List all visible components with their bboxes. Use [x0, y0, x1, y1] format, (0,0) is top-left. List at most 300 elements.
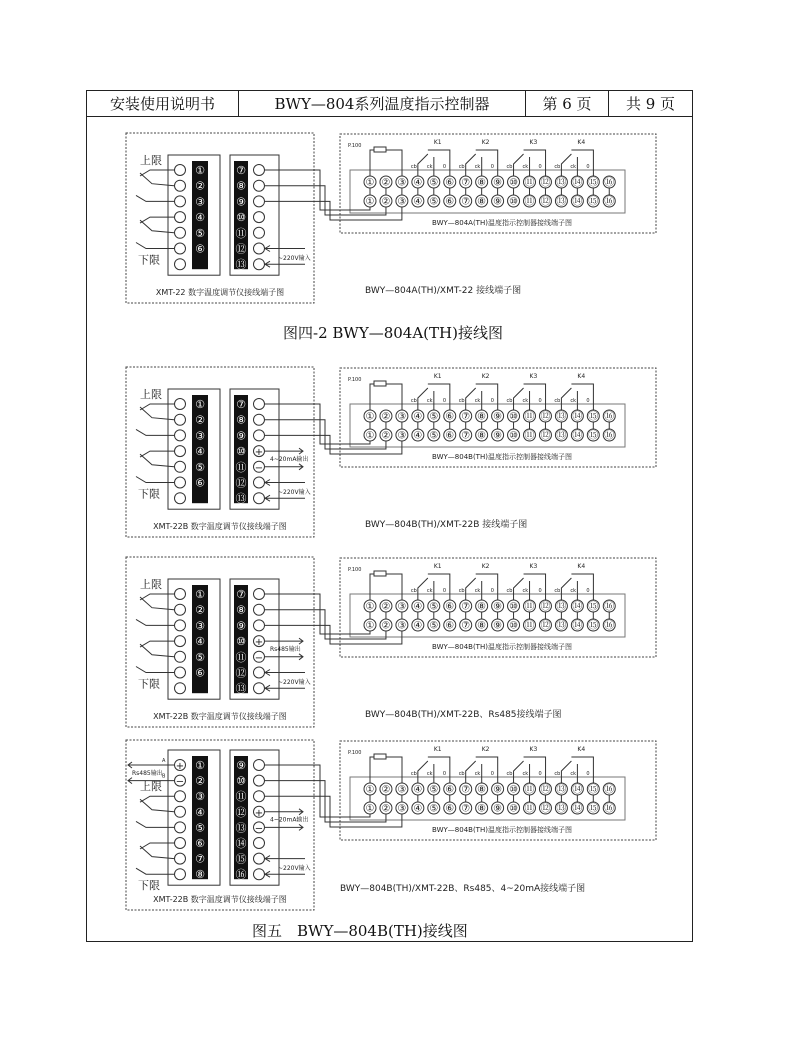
- xmt-caption: XMT-22B 数字温度调节仪接线端子图: [153, 895, 287, 904]
- left-terminal-number: ⑤: [195, 226, 205, 240]
- controller-terminal-number: ⑪: [524, 430, 535, 442]
- power-input-label: ~220V输入: [278, 679, 311, 687]
- upper-limit-label: 上限: [140, 154, 162, 167]
- right-terminal-number: ⑩: [236, 774, 246, 788]
- controller-terminal-number: ⑭: [572, 430, 583, 442]
- contact-label: ck: [522, 771, 529, 777]
- wiring-diagram-2: [120, 364, 665, 544]
- relay-label: K2: [481, 563, 490, 570]
- controller-terminal-number: ⑨: [493, 803, 503, 815]
- controller-terminal-number: ⑥: [445, 177, 455, 189]
- controller-terminal-number: ⑨: [493, 196, 503, 208]
- controller-terminal-number: ⑯: [604, 177, 615, 189]
- controller-terminal-number: ⑩: [509, 196, 519, 208]
- left-terminal-number: ⑥: [195, 242, 205, 256]
- controller-terminal-number: ⑧: [477, 177, 487, 189]
- controller-terminal-number: ⑫: [540, 196, 551, 208]
- lower-limit-label: 下限: [138, 879, 160, 893]
- controller-terminal-number: ⑬: [556, 784, 567, 796]
- right-terminal-number: ⑫: [235, 476, 247, 490]
- controller-terminal-number: ⑬: [556, 620, 567, 632]
- controller-terminal-number: ⑯: [604, 411, 615, 423]
- controller-terminal-number: ⑫: [540, 601, 551, 613]
- contact-label: cb: [506, 164, 513, 170]
- controller-terminal-number: ⑬: [556, 601, 567, 613]
- left-terminal-screw: [175, 667, 186, 678]
- controller-terminal-number: ⑮: [588, 196, 599, 208]
- relay-contact: [418, 757, 450, 783]
- controller-terminal-number: ⑧: [477, 620, 487, 632]
- controller-terminal-number: ⑦: [461, 411, 471, 423]
- pt100-sensor: [374, 381, 386, 386]
- upper-limit-label: 上限: [140, 388, 162, 401]
- left-terminal-screw: [175, 430, 186, 441]
- controller-terminal-number: ⑨: [493, 784, 503, 796]
- controller-terminal-number: ⑬: [556, 803, 567, 815]
- controller-terminal-number: ①: [365, 803, 375, 815]
- contact-label: cb: [554, 398, 561, 404]
- contact-label: cb: [506, 398, 513, 404]
- sensor-label: P.100: [348, 567, 362, 573]
- left-terminal-screw: [175, 461, 186, 472]
- relay-label: K2: [481, 746, 490, 753]
- controller-terminal-number: ②: [381, 430, 391, 442]
- controller-terminal-number: ③: [397, 620, 407, 632]
- sensor-label: P.100: [348, 750, 362, 756]
- controller-terminal-number: ③: [397, 196, 407, 208]
- contact-label: cb: [554, 771, 561, 777]
- contact-label: 0: [490, 398, 494, 404]
- right-terminal-number: ⑫: [235, 242, 247, 256]
- right-terminal-number: ⑫: [235, 666, 247, 680]
- lower-limit-label: 下限: [138, 677, 160, 691]
- relay-contact: [561, 574, 593, 600]
- controller-terminal-number: ⑦: [461, 196, 471, 208]
- right-terminal-number: ⑬: [235, 682, 247, 696]
- contact-label: ck: [426, 164, 433, 170]
- left-terminal-number: ②: [195, 179, 205, 193]
- contact-label: 0: [586, 398, 590, 404]
- controller-terminal-number: ⑥: [445, 620, 455, 632]
- contact-label: ck: [474, 164, 481, 170]
- left-terminal-screw: [175, 620, 186, 631]
- contact-label: 0: [490, 588, 494, 594]
- relay-label: K3: [529, 139, 538, 146]
- controller-terminal-number: ⑤: [429, 601, 439, 613]
- right-terminal-screw: [254, 399, 265, 410]
- wiring-diagram-1: [120, 130, 665, 310]
- relay-label: K4: [577, 563, 586, 570]
- controller-terminal-number: ⑪: [524, 411, 535, 423]
- sensor-wire: [370, 384, 402, 410]
- right-terminal-number: ⑬: [235, 258, 247, 272]
- right-terminal-screw: [254, 414, 265, 425]
- relay-contact: [514, 384, 546, 410]
- contact-label: ck: [426, 771, 433, 777]
- controller-terminal-number: ①: [365, 177, 375, 189]
- pair-caption: BWY—804B(TH)/XMT-22B、Rs485、4~20mA接线端子图: [340, 884, 586, 894]
- controller-caption: BWY—804B(TH)温度指示控制器接线端子图: [432, 826, 572, 834]
- controller-terminal-number: ③: [397, 803, 407, 815]
- controller-terminal-number: ⑯: [604, 601, 615, 613]
- terminal-sign: +: [254, 447, 264, 459]
- contact-label: cb: [458, 588, 465, 594]
- controller-terminal-number: ①: [365, 620, 375, 632]
- left-terminal-number: ⑥: [195, 666, 205, 680]
- contact-label: 0: [586, 588, 590, 594]
- right-terminal-number: ⑩: [236, 635, 246, 649]
- power-input-label: ~220V输入: [278, 255, 311, 263]
- contact-label: ck: [570, 398, 577, 404]
- contact-label: cb: [458, 398, 465, 404]
- controller-terminal-number: ①: [365, 601, 375, 613]
- header-page: 第 6 页: [526, 91, 609, 116]
- left-terminal-screw: [175, 212, 186, 223]
- contact-label: cb: [458, 771, 465, 777]
- controller-terminal-frame: [350, 404, 625, 447]
- controller-terminal-number: ⑭: [572, 803, 583, 815]
- controller-terminal-number: ②: [381, 196, 391, 208]
- relay-label: K1: [433, 746, 442, 753]
- relay-contact: [466, 150, 498, 176]
- left-terminal-screw: [175, 227, 186, 238]
- controller-terminal-frame: [350, 170, 625, 213]
- contact-label: ck: [570, 771, 577, 777]
- left-terminal-screw: [175, 477, 186, 488]
- controller-terminal-number: ⑭: [572, 411, 583, 423]
- controller-terminal-number: ⑯: [604, 620, 615, 632]
- controller-terminal-number: ⑬: [556, 196, 567, 208]
- right-terminal-number: ⑪: [235, 226, 247, 240]
- controller-terminal-number: ⑦: [461, 784, 471, 796]
- controller-terminal-number: ⑧: [477, 601, 487, 613]
- right-terminal-number: ⑪: [235, 790, 247, 804]
- contact-label: ck: [474, 588, 481, 594]
- controller-terminal-number: ⑥: [445, 601, 455, 613]
- right-terminal-screw: [254, 477, 265, 488]
- right-terminal-number: ⑦: [236, 164, 246, 177]
- controller-terminal-number: ⑨: [493, 430, 503, 442]
- right-terminal-screw: [254, 227, 265, 238]
- pt100-sensor: [374, 754, 386, 759]
- left-terminal-number: ②: [195, 413, 205, 427]
- contact-label: ck: [522, 164, 529, 170]
- controller-terminal-number: ⑦: [461, 803, 471, 815]
- right-terminal-number: ⑧: [236, 413, 246, 427]
- right-terminal-screw: [254, 589, 265, 600]
- controller-terminal-number: ⑫: [540, 177, 551, 189]
- controller-terminal-number: ③: [397, 601, 407, 613]
- controller-terminal-number: ⑤: [429, 196, 439, 208]
- sensor-wire: [370, 574, 402, 600]
- controller-terminal-number: ⑮: [588, 177, 599, 189]
- relay-contact: [561, 384, 593, 410]
- contact-label: 0: [490, 771, 494, 777]
- left-terminal-number: ①: [195, 759, 205, 772]
- controller-terminal-number: ⑤: [429, 177, 439, 189]
- output-label: Rs485输出: [270, 645, 301, 653]
- controller-terminal-number: ②: [381, 601, 391, 613]
- right-terminal-screw: [254, 838, 265, 849]
- controller-terminal-number: ⑪: [524, 803, 535, 815]
- controller-terminal-number: ⑩: [509, 411, 519, 423]
- controller-terminal-number: ⑮: [588, 784, 599, 796]
- right-terminal-screw: [254, 212, 265, 223]
- right-terminal-screw: [254, 243, 265, 254]
- controller-terminal-number: ⑪: [524, 196, 535, 208]
- controller-terminal-number: ④: [413, 430, 423, 442]
- controller-terminal-number: ⑭: [572, 177, 583, 189]
- contact-label: 0: [442, 164, 447, 170]
- controller-terminal-number: ②: [381, 803, 391, 815]
- controller-terminal-number: ③: [397, 177, 407, 189]
- controller-terminal-number: ⑫: [540, 784, 551, 796]
- left-terminal-screw: [175, 196, 186, 207]
- sensor-wire: [370, 757, 402, 783]
- contact-label: cb: [554, 164, 561, 170]
- left-terminal-screw: [175, 259, 186, 270]
- controller-terminal-number: ⑮: [588, 411, 599, 423]
- controller-terminal-number: ⑧: [477, 430, 487, 442]
- right-terminal-screw: [254, 667, 265, 678]
- left-terminal-number: ⑤: [195, 460, 205, 474]
- rs485-line-label: A: [162, 758, 166, 764]
- right-terminal-number: ⑨: [236, 195, 246, 209]
- right-terminal-number: ⑪: [235, 650, 247, 664]
- relay-label: K4: [577, 139, 586, 146]
- left-terminal-screw: [175, 822, 186, 833]
- right-terminal-screw: [254, 791, 265, 802]
- right-terminal-number: ⑨: [236, 759, 246, 772]
- controller-terminal-number: ⑫: [540, 430, 551, 442]
- xmt-caption: XMT-22B 数字温度调节仪接线端子图: [153, 522, 287, 531]
- controller-terminal-number: ⑥: [445, 803, 455, 815]
- left-terminal-screw: [175, 853, 186, 864]
- left-terminal-screw: [175, 683, 186, 694]
- relay-contact: [561, 757, 593, 783]
- controller-terminal-number: ⑭: [572, 620, 583, 632]
- terminal-sign: +: [254, 807, 264, 819]
- contact-label: ck: [426, 398, 433, 404]
- lower-limit-label: 下限: [138, 487, 160, 501]
- right-terminal-screw: [254, 430, 265, 441]
- controller-terminal-number: ⑩: [509, 620, 519, 632]
- right-terminal-screw: [254, 869, 265, 880]
- controller-terminal-number: ④: [413, 620, 423, 632]
- relay-label: K4: [577, 373, 586, 380]
- controller-terminal-number: ⑥: [445, 196, 455, 208]
- left-terminal-screw: [175, 589, 186, 600]
- controller-terminal-number: ⑩: [509, 803, 519, 815]
- controller-terminal-number: ⑨: [493, 411, 503, 423]
- right-terminal-number: ⑦: [236, 398, 246, 411]
- relay-contact: [418, 384, 450, 410]
- wiring-diagram-4: [120, 737, 665, 917]
- right-terminal-screw: [254, 196, 265, 207]
- left-terminal-number: ③: [195, 195, 205, 209]
- signal-wire: [265, 170, 370, 210]
- controller-terminal-number: ⑩: [509, 601, 519, 613]
- signal-wire: [265, 765, 370, 817]
- controller-terminal-number: ⑮: [588, 803, 599, 815]
- controller-terminal-number: ⑦: [461, 430, 471, 442]
- contact-label: 0: [442, 771, 447, 777]
- header-product: BWY—804系列温度指示控制器: [239, 91, 526, 116]
- controller-terminal-number: ⑪: [524, 601, 535, 613]
- controller-terminal-number: ⑯: [604, 430, 615, 442]
- left-terminal-screw: [175, 399, 186, 410]
- right-terminal-screw: [254, 493, 265, 504]
- right-terminal-number: ⑧: [236, 179, 246, 193]
- controller-terminal-number: ①: [365, 784, 375, 796]
- left-terminal-screw: [175, 791, 186, 802]
- right-terminal-number: ⑫: [235, 805, 247, 819]
- relay-label: K3: [529, 373, 538, 380]
- right-terminal-number: ⑭: [235, 837, 247, 850]
- controller-terminal-number: ⑤: [429, 803, 439, 815]
- relay-contact: [466, 574, 498, 600]
- controller-terminal-number: ⑨: [493, 601, 503, 613]
- right-terminal-screw: [254, 760, 265, 771]
- controller-terminal-number: ③: [397, 411, 407, 423]
- right-terminal-number: ⑯: [235, 868, 247, 882]
- right-terminal-number: ⑬: [235, 821, 247, 835]
- relay-label: K2: [481, 373, 490, 380]
- controller-terminal-number: ⑧: [477, 803, 487, 815]
- right-terminal-number: ⑦: [236, 588, 246, 601]
- terminal-sign: −: [254, 823, 264, 835]
- right-terminal-number: ⑩: [236, 445, 246, 459]
- contact-label: cb: [506, 588, 513, 594]
- relay-contact: [561, 150, 593, 176]
- controller-terminal-number: ⑪: [524, 620, 535, 632]
- page-header: [87, 91, 692, 117]
- controller-terminal-number: ⑧: [477, 784, 487, 796]
- right-terminal-number: ⑬: [235, 492, 247, 506]
- controller-terminal-number: ⑯: [604, 803, 615, 815]
- controller-terminal-number: ⑨: [493, 177, 503, 189]
- contact-label: ck: [474, 398, 481, 404]
- pt100-sensor: [374, 571, 386, 576]
- controller-terminal-number: ⑫: [540, 411, 551, 423]
- controller-terminal-number: ⑦: [461, 620, 471, 632]
- left-terminal-screw: [175, 838, 186, 849]
- figure-caption-5: 图五 BWY—804B(TH)接线图: [252, 922, 468, 940]
- contact-label: ck: [426, 588, 433, 594]
- relay-contact: [418, 574, 450, 600]
- left-terminal-screw: [175, 414, 186, 425]
- xmt-caption: XMT-22 数字温度调节仪接线端子图: [155, 288, 285, 297]
- controller-terminal-number: ⑧: [477, 411, 487, 423]
- left-terminal-screw: [175, 165, 186, 176]
- left-terminal-number: ⑤: [195, 821, 205, 835]
- right-terminal-number: ⑩: [236, 211, 246, 225]
- controller-terminal-number: ③: [397, 430, 407, 442]
- contact-label: cb: [410, 164, 417, 170]
- contact-label: ck: [474, 771, 481, 777]
- right-terminal-screw: [254, 180, 265, 191]
- controller-terminal-number: ⑩: [509, 177, 519, 189]
- right-terminal-screw: [254, 165, 265, 176]
- left-terminal-screw: [175, 806, 186, 817]
- relay-contact: [514, 574, 546, 600]
- right-terminal-number: ⑪: [235, 460, 247, 474]
- relay-contact: [466, 757, 498, 783]
- contact-label: cb: [506, 771, 513, 777]
- right-terminal-screw: [254, 259, 265, 270]
- contact-label: 0: [442, 588, 447, 594]
- controller-terminal-number: ⑯: [604, 196, 615, 208]
- controller-terminal-number: ⑧: [477, 196, 487, 208]
- controller-caption: BWY—804B(TH)温度指示控制器接线端子图: [432, 453, 572, 461]
- right-terminal-screw: [254, 683, 265, 694]
- figure-caption-4-2: 图四-2 BWY—804A(TH)接线图: [283, 324, 503, 342]
- power-input-label: ~220V输入: [278, 489, 311, 497]
- right-terminal-screw: [254, 853, 265, 864]
- controller-terminal-number: ⑮: [588, 430, 599, 442]
- sensor-wire: [370, 150, 402, 176]
- terminal-sign: −: [254, 462, 264, 474]
- left-terminal-number: ⑧: [195, 868, 205, 882]
- controller-terminal-number: ⑦: [461, 601, 471, 613]
- controller-terminal-number: ①: [365, 196, 375, 208]
- header-total-pages: 共 9 页: [625, 95, 676, 113]
- terminal-sign: −: [175, 776, 185, 788]
- left-terminal-screw: [175, 446, 186, 457]
- controller-terminal-number: ⑭: [572, 784, 583, 796]
- header-doc-type: 安装使用说明书: [87, 91, 239, 116]
- controller-terminal-number: ④: [413, 601, 423, 613]
- output-label: 4~20mA输出: [270, 455, 309, 463]
- controller-terminal-frame: [350, 594, 625, 637]
- rs485-output-arrow: [128, 762, 174, 768]
- controller-terminal-frame: [350, 777, 625, 820]
- controller-terminal-number: ⑭: [572, 601, 583, 613]
- contact-label: cb: [554, 588, 561, 594]
- terminal-sign: +: [175, 761, 185, 772]
- left-terminal-number: ③: [195, 619, 205, 633]
- relay-label: K2: [481, 139, 490, 146]
- left-terminal-screw: [175, 493, 186, 504]
- left-terminal-number: ③: [195, 429, 205, 443]
- left-terminal-number: ⑦: [195, 852, 205, 866]
- contact-label: 0: [586, 164, 590, 170]
- relay-label: K4: [577, 746, 586, 753]
- left-terminal-screw: [175, 243, 186, 254]
- right-terminal-screw: [254, 620, 265, 631]
- controller-terminal-number: ④: [413, 411, 423, 423]
- controller-terminal-number: ⑫: [540, 803, 551, 815]
- left-terminal-screw: [175, 180, 186, 191]
- controller-terminal-number: ⑤: [429, 620, 439, 632]
- upper-limit-label: 上限: [140, 780, 162, 794]
- left-terminal-number: ②: [195, 603, 205, 617]
- right-terminal-number: ⑧: [236, 603, 246, 617]
- controller-terminal-number: ⑬: [556, 411, 567, 423]
- contact-label: cb: [458, 164, 465, 170]
- controller-terminal-number: ⑪: [524, 784, 535, 796]
- right-terminal-screw: [254, 604, 265, 615]
- pt100-sensor: [374, 147, 386, 152]
- relay-label: K1: [433, 373, 442, 380]
- left-terminal-number: ⑥: [195, 837, 205, 850]
- relay-label: K3: [529, 563, 538, 570]
- controller-terminal-number: ⑤: [429, 430, 439, 442]
- controller-terminal-number: ⑥: [445, 430, 455, 442]
- controller-terminal-number: ⑤: [429, 411, 439, 423]
- left-terminal-screw: [175, 636, 186, 647]
- left-terminal-number: ④: [195, 635, 205, 649]
